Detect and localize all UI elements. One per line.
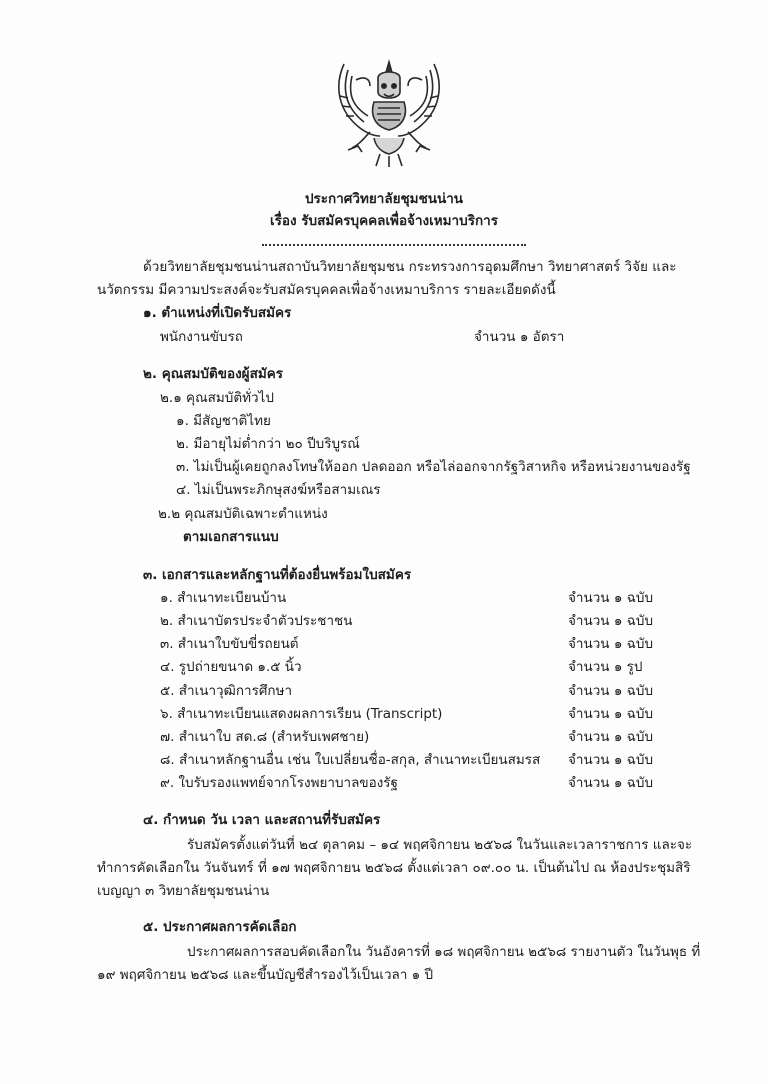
general-qualification-item: ๑. มีสัญชาติไทย: [176, 413, 271, 429]
document-item-qty: จำนวน ๑ ฉบับ: [568, 636, 654, 652]
specific-qualifications-note: ตามเอกสารแนบ: [183, 529, 279, 545]
application-period-line-2: ทำการคัดเลือกใน วันจันทร์ ที่ ๑๗ พฤศจิกายน ๒๕๖๘ ตั้งแต่เวลา ๐๙.๐๐ น. เป็นต้นไป ณ ห้องประชุมสิริ: [97, 860, 691, 876]
section5-heading: ๕. ประกาศผลการคัดเลือก: [143, 919, 297, 935]
general-qualification-item: ๓. ไม่เป็นผู้เคยถูกลงโทษให้ออก ปลดออก หรือไล่ออกจากรัฐวิสาหกิจ หรือหน่วยงานของรัฐ: [176, 459, 691, 475]
document-item-name: ๖. สำเนาทะเบียนแสดงผลการเรียน (Transcript): [160, 706, 443, 722]
position-quantity: จำนวน ๑ อัตรา: [474, 329, 565, 345]
document-item-name: ๙. ใบรับรองแพทย์จากโรงพยาบาลของรัฐ: [160, 775, 399, 791]
section1-heading: ๑. ตำแหน่งที่เปิดรับสมัคร: [143, 305, 292, 321]
document-item-name: ๘. สำเนาหลักฐานอื่น เช่น ใบเปลี่ยนชื่อ-สกุล, สำเนาทะเบียนสมรส: [160, 752, 541, 768]
dotted-separator: [262, 244, 526, 246]
section2-heading: ๒. คุณสมบัติของผู้สมัคร: [143, 366, 284, 382]
result-announcement-line-1: ประกาศผลการสอบคัดเลือกใน วันอังคารที่ ๑๘ พฤศจิกายน ๒๕๖๘ รายงานตัว ในวันพุธ ที่: [187, 944, 701, 960]
document-item-name: ๒. สำเนาบัตรประจำตัวประชาชน: [160, 613, 353, 629]
intro-line-2: นวัตกรรม มีความประสงค์จะรับสมัครบุคคลเพื่อจ้างเหมาบริการ รายละเอียดดังนี้: [97, 282, 556, 298]
document-title: ประกาศวิทยาลัยชุมชนน่าน: [304, 191, 464, 207]
intro-line-1: ด้วยวิทยาลัยชุมชนน่านสถาบันวิทยาลัยชุมชน กระทรวงการอุดมศึกษา วิทยาศาสตร์ วิจัย และ: [143, 259, 677, 275]
application-period-line-3: เบญญา ๓ วิทยาลัยชุมชนน่าน: [97, 883, 270, 899]
document-item-name: ๕. สำเนาวุฒิการศึกษา: [160, 683, 293, 699]
document-item-name: ๓. สำเนาใบขับขี่รถยนต์: [160, 636, 299, 652]
document-item-qty: จำนวน ๑ ฉบับ: [568, 683, 654, 699]
specific-qualifications-heading: ๒.๒ คุณสมบัติเฉพาะตำแหน่ง: [158, 506, 328, 522]
general-qualification-item: ๔. ไม่เป็นพระภิกษุสงฆ์หรือสามเณร: [176, 482, 381, 498]
document-item-qty: จำนวน ๑ ฉบับ: [568, 729, 654, 745]
general-qualification-item: ๒. มีอายุไม่ต่ำกว่า ๒๐ ปีบริบูรณ์: [176, 436, 360, 452]
section3-heading: ๓. เอกสารและหลักฐานที่ต้องยื่นพร้อมใบสมัคร: [143, 567, 412, 583]
application-period-line-1: รับสมัครตั้งแต่วันที่ ๒๔ ตุลาคม – ๑๔ พฤศจิกายน ๒๕๖๘ ในวันและเวลาราชการ และจะ: [187, 837, 693, 853]
general-qualifications-heading: ๒.๑ คุณสมบัติทั่วไป: [160, 390, 274, 406]
document-item-qty: จำนวน ๑ ฉบับ: [568, 613, 654, 629]
document-item-qty: จำนวน ๑ ฉบับ: [568, 752, 654, 768]
document-item-name: ๑. สำเนาทะเบียนบ้าน: [160, 590, 287, 606]
document-item-qty: จำนวน ๑ ฉบับ: [568, 706, 654, 722]
document-item-name: ๔. รูปถ่ายขนาด ๑.๕ นิ้ว: [160, 659, 302, 675]
document-item-qty: จำนวน ๑ ฉบับ: [568, 590, 654, 606]
document-item-qty: จำนวน ๑ รูป: [568, 659, 643, 675]
section4-heading: ๔. กำหนด วัน เวลา และสถานที่รับสมัคร: [143, 812, 381, 828]
position-name: พนักงานขับรถ: [160, 329, 243, 345]
result-announcement-line-2: ๑๙ พฤศจิกายน ๒๕๖๘ และขึ้นบัญชีสำรองไว้เป็นเวลา ๑ ปี: [97, 967, 434, 983]
document-item-name: ๗. สำเนาใบ สด.๘ (สำหรับเพศชาย): [160, 729, 370, 745]
document-subject: เรื่อง รับสมัครบุคคลเพื่อจ้างเหมาบริการ: [270, 213, 498, 229]
garuda-emblem-icon: [330, 56, 448, 168]
document-item-qty: จำนวน ๑ ฉบับ: [568, 775, 654, 791]
